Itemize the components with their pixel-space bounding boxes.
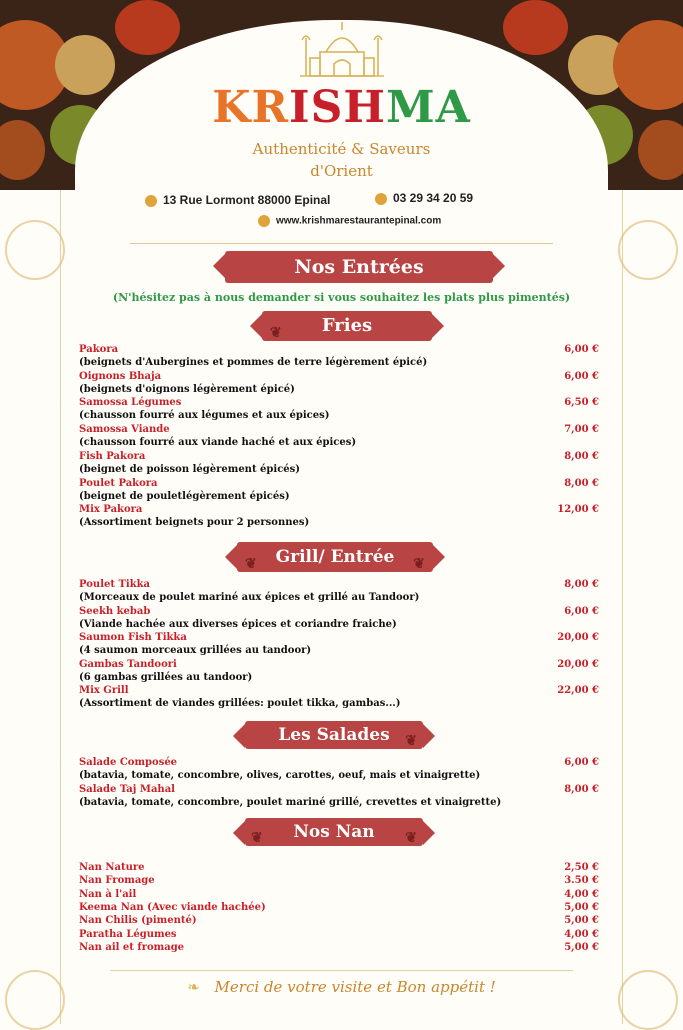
item-price: 8,00 € xyxy=(564,579,599,590)
section-title: Grill/ Entrée xyxy=(275,547,395,567)
brand-part: KR xyxy=(212,82,290,133)
item-price: 20,00 € xyxy=(557,658,599,670)
menu-item xyxy=(79,370,599,396)
nan-item xyxy=(79,914,599,927)
spice-spoon xyxy=(115,0,180,55)
menu-item xyxy=(79,450,599,476)
website[interactable] xyxy=(258,215,441,227)
section-title: Nos Entrées xyxy=(294,256,424,278)
item-description: (chausson fourré aux viande haché et aux épices) xyxy=(79,437,357,449)
item-price: 4,00 € xyxy=(564,888,599,900)
item-name: Seekh kebab xyxy=(79,605,151,617)
address xyxy=(145,193,330,207)
section-title: Les Salades xyxy=(278,725,390,745)
menu-item xyxy=(79,783,599,809)
item-price: 7,00 € xyxy=(564,424,599,436)
item-description: (batavia, tomate, concombre, poulet mariné grillé, crevettes et vinaigrette) xyxy=(79,796,502,808)
spice-note: (N'hésitez pas à nous demander si vous souhaitez les plats plus pimentés) xyxy=(112,291,571,304)
menu-item xyxy=(79,605,599,631)
brand-part: ISH xyxy=(289,82,386,133)
menu-item xyxy=(79,631,599,657)
item-description: (beignet de pouletlégèrement épicés) xyxy=(79,490,290,502)
tagline-line: d'Orient xyxy=(310,162,373,180)
item-description: (batavia, tomate, concombre, olives, carottes, oeuf, mais et vinaigrette) xyxy=(79,770,481,781)
item-description: (beignets d'Aubergines et pommes de terre légèrement épicé) xyxy=(79,357,428,368)
menu-item xyxy=(79,396,599,422)
banner-grill xyxy=(237,542,433,572)
item-description: (Viande hachée aux diverses épices et coriandre fraiche) xyxy=(79,618,397,630)
brand-part: MA xyxy=(385,82,471,133)
item-name: Samossa Viande xyxy=(79,424,170,436)
item-price: 4,00 € xyxy=(564,928,599,940)
item-price: 2,50 € xyxy=(564,862,599,873)
phone-icon xyxy=(375,193,387,205)
leaf-icon: ❦ xyxy=(405,830,417,846)
banner-entrees xyxy=(225,251,493,283)
ornament-icon xyxy=(5,220,65,280)
phone xyxy=(375,191,473,205)
item-name: Poulet Tikka xyxy=(79,579,151,590)
footer xyxy=(0,978,683,996)
item-name: Samossa Légumes xyxy=(79,397,182,409)
item-price: 3.50 € xyxy=(564,875,599,887)
item-price: 6,00 € xyxy=(564,370,599,382)
item-name: Nan Nature xyxy=(79,862,145,873)
tagline-line: Authenticité & Saveurs xyxy=(252,140,431,158)
menu-item xyxy=(79,684,599,710)
menu-item xyxy=(79,756,599,782)
item-price: 8,00 € xyxy=(564,783,599,795)
item-description: (beignets d'oignons légèrement épicé) xyxy=(79,383,295,395)
nan-item xyxy=(79,888,599,901)
item-name: Saumon Fish Tikka xyxy=(79,632,187,643)
leaf-icon: ❦ xyxy=(251,830,263,846)
taj-mahal-logo-icon xyxy=(296,18,388,80)
website-text[interactable]: www.krishmarestaurantepinal.com xyxy=(276,215,442,227)
item-name: Nan Fromage xyxy=(79,875,155,887)
item-name: Keema Nan (Avec viande hachée) xyxy=(79,901,266,913)
item-name: Paratha Légumes xyxy=(79,928,177,940)
phone-text: 03 29 34 20 59 xyxy=(393,191,474,205)
globe-icon xyxy=(258,215,270,227)
banner-nan xyxy=(245,818,423,846)
nan-item xyxy=(79,928,599,941)
menu-item xyxy=(79,423,599,449)
leaf-icon: ❦ xyxy=(413,556,425,572)
item-name: Oignons Bhaja xyxy=(79,370,162,382)
tagline xyxy=(0,138,683,182)
ornament-icon xyxy=(618,220,678,280)
item-name: Mix Grill xyxy=(79,685,129,696)
leaf-icon: ❧ xyxy=(187,978,200,996)
item-name: Nan ail et fromage xyxy=(79,941,185,953)
item-name: Salade Composée xyxy=(79,757,178,768)
menu-item xyxy=(79,658,599,684)
menu-item xyxy=(79,578,599,604)
item-description: (Assortiment de viandes grillées: poulet tikka, gambas...) xyxy=(79,698,401,709)
nan-item xyxy=(79,901,599,914)
item-name: Nan Chilis (pimenté) xyxy=(79,915,197,927)
item-description: (beignet de poisson légèrement épicés) xyxy=(79,463,301,475)
nan-item xyxy=(79,874,599,887)
banner-salades xyxy=(245,721,423,749)
item-description: (Assortiment beignets pour 2 personnes) xyxy=(79,517,310,529)
divider xyxy=(110,970,573,971)
item-name: Fish Pakora xyxy=(79,450,146,462)
item-price: 6,00 € xyxy=(564,757,599,768)
item-description: (chausson fourré aux légumes et aux épices) xyxy=(79,410,330,422)
leaf-icon: ❦ xyxy=(270,325,282,341)
item-price: 6,00 € xyxy=(564,605,599,617)
footer-text: Merci de votre visite et Bon appétit ! xyxy=(214,978,496,996)
section-title: Nos Nan xyxy=(293,822,375,842)
item-price: 5,00 € xyxy=(564,901,599,913)
item-name: Pakora xyxy=(79,344,119,355)
item-price: 6,50 € xyxy=(564,397,599,409)
leaf-icon: ❦ xyxy=(405,733,417,749)
section-title: Fries xyxy=(321,315,373,336)
item-description: (6 gambas grillées au tandoor) xyxy=(79,671,253,683)
item-price: 20,00 € xyxy=(557,632,599,643)
item-price: 8,00 € xyxy=(564,450,599,462)
item-name: Gambas Tandoori xyxy=(79,658,177,670)
nan-item xyxy=(79,941,599,954)
spice-spoon xyxy=(503,0,568,55)
leaf-icon: ❦ xyxy=(245,556,257,572)
item-price: 5,00 € xyxy=(564,941,599,953)
item-price: 6,00 € xyxy=(564,344,599,355)
item-name: Poulet Pakora xyxy=(79,477,158,489)
item-name: Nan à l'ail xyxy=(79,888,137,900)
item-price: 22,00 € xyxy=(557,685,599,696)
item-name: Salade Taj Mahal xyxy=(79,783,175,795)
right-ornament-border xyxy=(622,190,683,1024)
item-description: (Morceaux de poulet mariné aux épices et grillé au Tandoor) xyxy=(79,592,420,603)
brand-name xyxy=(0,82,683,133)
banner-fries xyxy=(262,311,432,341)
menu-item xyxy=(79,477,599,503)
menu-item xyxy=(79,503,599,529)
location-pin-icon xyxy=(145,195,157,207)
left-ornament-border xyxy=(0,190,61,1024)
nan-item xyxy=(79,861,599,874)
address-text: 13 Rue Lormont 88000 Epinal xyxy=(163,193,331,207)
menu-item xyxy=(79,343,599,369)
item-description: (4 saumon morceaux grillées au tandoor) xyxy=(79,645,312,656)
item-price: 8,00 € xyxy=(564,477,599,489)
item-price: 5,00 € xyxy=(564,915,599,927)
item-price: 12,00 € xyxy=(557,504,599,516)
divider xyxy=(130,243,553,244)
item-name: Mix Pakora xyxy=(79,504,143,516)
